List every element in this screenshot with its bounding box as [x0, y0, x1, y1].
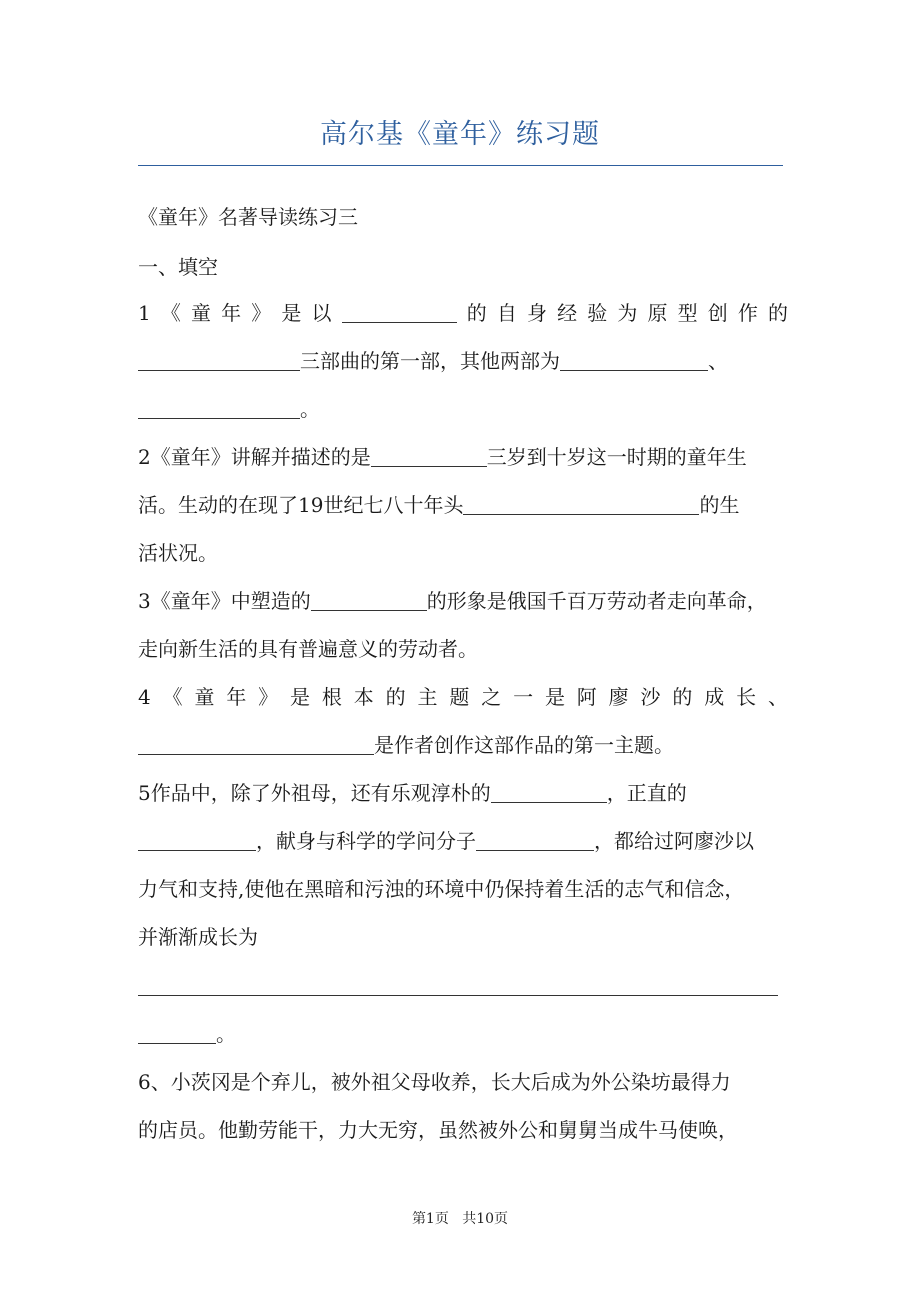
q2-text-c: 活。生动的在现了19世纪七八十年头: [138, 493, 464, 517]
q5-text-b: ，正直的: [606, 781, 687, 805]
section-heading: 一、填空: [138, 255, 218, 279]
q4-text-b: 是作者创作这部作品的第一主题。: [374, 733, 674, 757]
q2-text-a: 2《童年》讲解并描述的是: [138, 445, 371, 469]
q1-text-e: 。: [300, 397, 320, 421]
q2-text-b: 三岁到十岁这一时期的童年生: [486, 445, 747, 469]
question-5-line-1: [138, 779, 788, 807]
question-5-line-2: [138, 827, 788, 855]
q5-blank-scholar[interactable]: [476, 830, 594, 851]
question-2-line-2: [138, 491, 788, 519]
question-5-line-4: 并渐渐成长为: [138, 925, 258, 949]
question-3-line-1: [138, 587, 788, 615]
q3-blank-character[interactable]: [311, 590, 427, 611]
q1-text-b: 的自身经验为原型创作的: [456, 301, 788, 325]
question-6-line-1: 6、小茨冈是个弃儿，被外祖父母收养，长大后成为外公染坊最得力: [138, 1070, 731, 1094]
q5-text-d: ，都给过阿廖沙以: [594, 829, 754, 853]
q1-blank-author[interactable]: [342, 302, 457, 323]
q4-blank-theme[interactable]: [138, 734, 374, 755]
q5-blank-optimist[interactable]: [491, 782, 607, 803]
q3-text-b: 的形象是俄国千百万劳动者走向革命，: [426, 589, 767, 613]
question-1-line-3: [138, 395, 788, 423]
page-title: 高尔基《童年》练习题: [320, 119, 600, 150]
q2-blank-character[interactable]: [371, 446, 487, 467]
q5-text-a: 5作品中，除了外祖母，还有乐观淳朴的: [138, 781, 491, 805]
question-4-line-2: [138, 731, 788, 759]
q1-text-c: 三部曲的第一部，其他两部为: [300, 349, 560, 373]
q5-text-c: ，献身与科学的学问分子: [256, 829, 476, 853]
q2-text-d: 的生: [699, 493, 740, 517]
q1-blank-trilogy[interactable]: [138, 350, 300, 371]
q3-text-a: 3《童年》中塑造的: [138, 589, 311, 613]
question-1-line-1: [138, 299, 788, 327]
q1-blank-second[interactable]: [560, 350, 708, 371]
q1-text-d: 、: [708, 349, 728, 373]
question-5-line-6: [138, 1020, 788, 1048]
q1-blank-third[interactable]: [138, 398, 300, 419]
question-1-line-2: [138, 347, 788, 375]
q1-text-a: 1《童年》是以: [138, 301, 342, 325]
question-4-line-1: 4《童年》是根本的主题之一是阿廖沙的成长、: [138, 685, 788, 709]
q5-text-g: 。: [216, 1022, 236, 1046]
q5-blank-upright[interactable]: [138, 830, 256, 851]
question-3-line-2: 走向新生活的具有普遍意义的劳动者。: [138, 637, 478, 661]
title-divider: [138, 165, 783, 166]
page-total: 共10页: [462, 1211, 509, 1227]
q5-blank-become-end[interactable]: [138, 1023, 216, 1044]
q5-blank-become[interactable]: [138, 975, 778, 996]
question-2-line-1: [138, 443, 788, 471]
subtitle: 《童年》名著导读练习三: [138, 205, 358, 229]
question-2-line-3: 活状况。: [138, 541, 218, 565]
page-footer: [0, 1208, 920, 1228]
page-number: 第1页: [411, 1211, 449, 1227]
question-5-line-5: [138, 972, 788, 1000]
q2-blank-society[interactable]: [463, 494, 699, 515]
question-6-line-2: 的店员。他勤劳能干，力大无穷，虽然被外公和舅舅当成牛马使唤，: [138, 1118, 738, 1142]
question-5-line-3: 力气和支持,使他在黑暗和污浊的环境中仍保持着生活的志气和信念，: [138, 877, 745, 901]
